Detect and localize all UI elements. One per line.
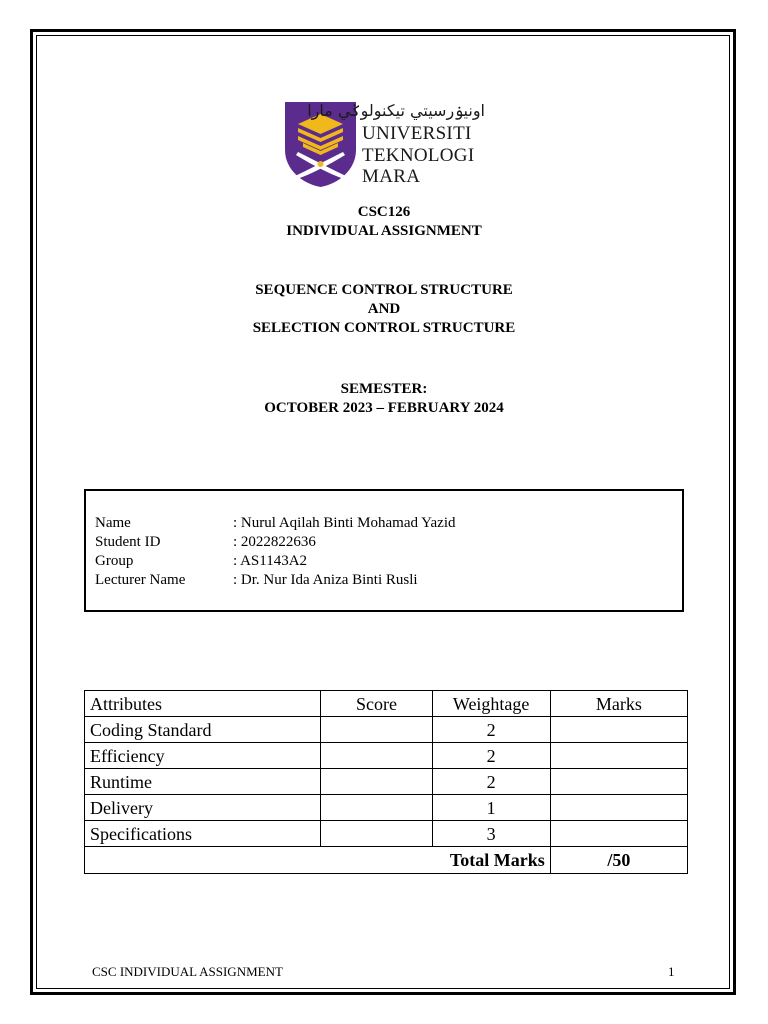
info-row-lecturer (95, 571, 418, 590)
info-row-name (95, 514, 456, 533)
info-value: : 2022822636 (233, 534, 316, 550)
topic-line-1: SEQUENCE CONTROL STRUCTURE (255, 282, 513, 298)
score-cell (321, 821, 432, 847)
total-marks-value: /50 (550, 847, 687, 874)
marks-cell (550, 769, 687, 795)
marks-table (84, 690, 688, 874)
table-row (85, 769, 688, 795)
info-label: Group (95, 553, 134, 569)
info-row-student-id (95, 533, 316, 552)
info-value: : Dr. Nur Ida Aniza Binti Rusli (233, 572, 418, 588)
total-row (85, 847, 688, 874)
column-header: Marks (550, 691, 687, 717)
attribute-cell: Specifications (85, 821, 321, 847)
table-row (85, 743, 688, 769)
score-cell (321, 717, 432, 743)
column-header: Weightage (432, 691, 550, 717)
score-cell (321, 743, 432, 769)
info-value: : AS1143A2 (233, 553, 308, 569)
topic-line-2: AND (367, 301, 401, 317)
student-info-box (84, 489, 684, 612)
logo-jawi-text: اونيۏرسيتي تيكنولوݢي مارا (307, 101, 485, 120)
score-cell (321, 769, 432, 795)
semester-label: SEMESTER: (340, 381, 428, 397)
info-label: Name (95, 515, 131, 531)
marks-cell (550, 821, 687, 847)
weightage-cell: 1 (432, 795, 550, 821)
weightage-cell: 3 (432, 821, 550, 847)
info-label: Student ID (95, 534, 161, 550)
info-row-group (95, 552, 307, 571)
marks-cell (550, 717, 687, 743)
total-marks-label: Total Marks (85, 847, 551, 874)
attribute-cell: Efficiency (85, 743, 321, 769)
topic-line-3: SELECTION CONTROL STRUCTURE (252, 320, 516, 336)
weightage-cell: 2 (432, 769, 550, 795)
marks-cell (550, 743, 687, 769)
footer-title: CSC INDIVIDUAL ASSIGNMENT (92, 964, 283, 979)
attribute-cell: Delivery (85, 795, 321, 821)
logo-line-teknologi: TEKNOLOGI (362, 145, 475, 166)
logo-line-mara: MARA (362, 166, 421, 187)
weightage-cell: 2 (432, 743, 550, 769)
attribute-cell: Runtime (85, 769, 321, 795)
marks-cell (550, 795, 687, 821)
table-header-row (85, 691, 688, 717)
attribute-cell: Coding Standard (85, 717, 321, 743)
course-code: CSC126 (357, 204, 411, 220)
table-row (85, 795, 688, 821)
column-header: Score (321, 691, 432, 717)
assignment-type: INDIVIDUAL ASSIGNMENT (286, 223, 482, 239)
table-row (85, 821, 688, 847)
table-row (85, 717, 688, 743)
column-header: Attributes (85, 691, 321, 717)
info-label: Lecturer Name (95, 572, 186, 588)
weightage-cell: 2 (432, 717, 550, 743)
score-cell (321, 795, 432, 821)
semester-value: OCTOBER 2023 – FEBRUARY 2024 (264, 400, 504, 416)
logo-line-universiti: UNIVERSITI (362, 123, 472, 144)
info-value: : Nurul Aqilah Binti Mohamad Yazid (233, 515, 456, 531)
page-number: 1 (668, 964, 675, 979)
